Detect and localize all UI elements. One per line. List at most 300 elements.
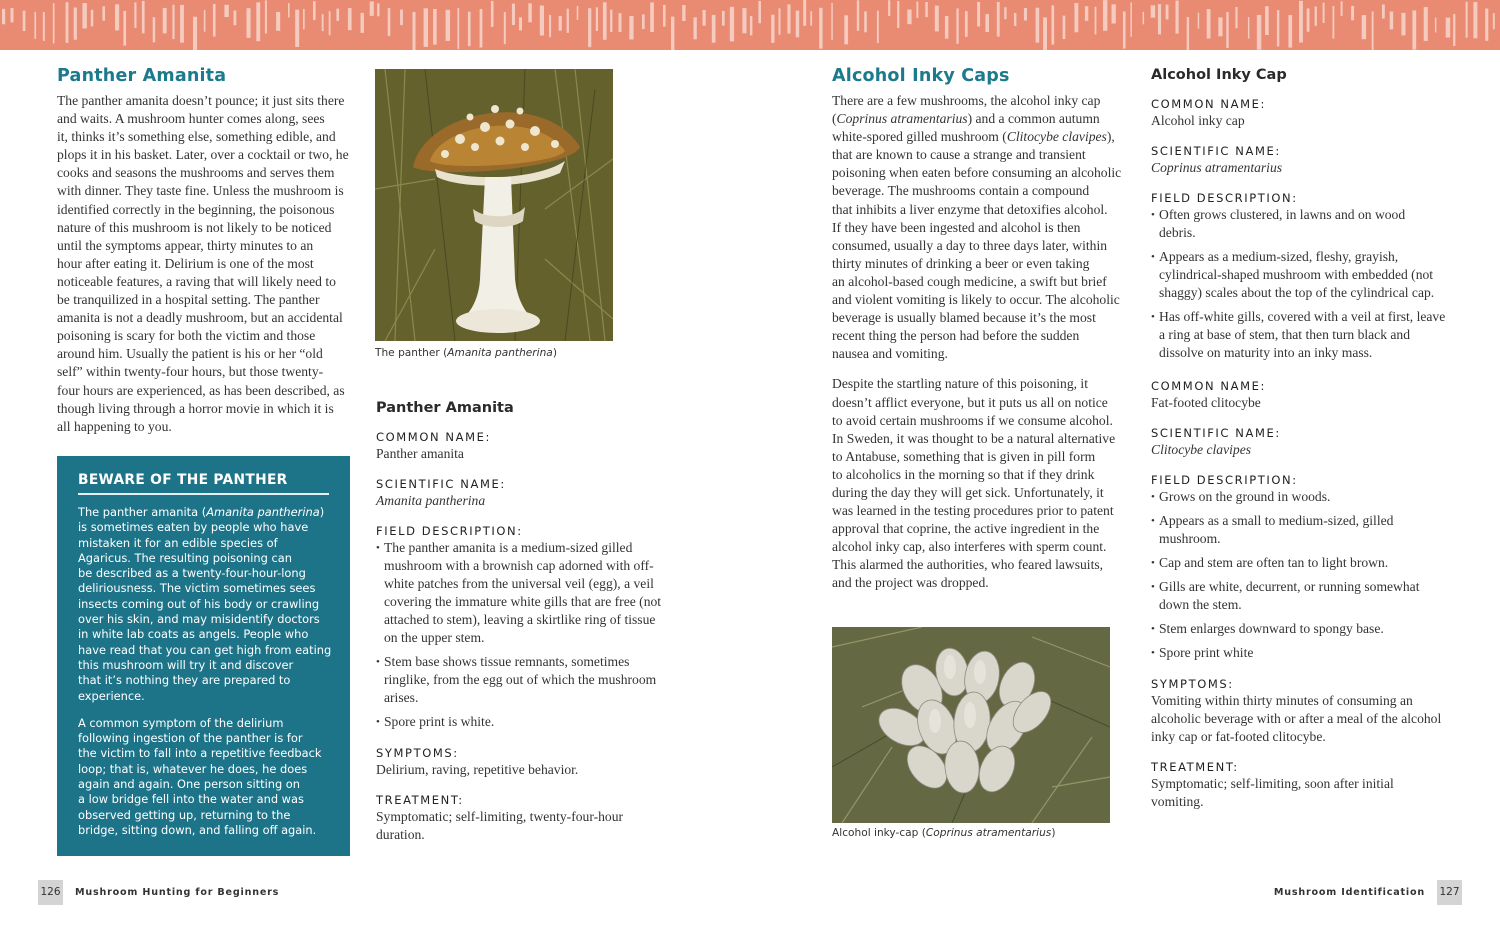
field-description-label: FIELD DESCRIPTION: <box>1151 473 1298 487</box>
treatment-label: TREATMENT: <box>376 793 464 807</box>
banner-streak <box>1435 18 1437 33</box>
banner-streak <box>985 14 989 32</box>
common-name-value: Alcohol inky cap <box>1151 113 1245 128</box>
bullet-item <box>1151 644 1456 662</box>
banner-streak <box>234 11 237 26</box>
common-name-value: Fat-footed clitocybe <box>1151 395 1261 410</box>
text-line: arises. <box>384 690 419 705</box>
text-line: shaggy) scales about the top of the cylindrical cap. <box>1159 285 1435 300</box>
banner-streak <box>336 9 339 21</box>
banner-streak <box>796 11 800 38</box>
text-line: over his skin, and may misidentify doctors <box>78 612 320 627</box>
banner-streak <box>540 6 544 36</box>
common-name-label: COMMON NAME: <box>1151 379 1266 393</box>
banner-streak <box>1235 7 1237 28</box>
banner-streak <box>779 8 781 35</box>
banner-streak <box>1493 13 1495 29</box>
text-line: • Gills are white, decurrent, or running somewhat <box>1159 579 1420 594</box>
photo-caption: Alcohol inky-cap (Coprinus atramentarius) <box>832 827 1056 839</box>
text-line: all happening to you. <box>57 418 172 434</box>
banner-streak <box>329 11 331 35</box>
banner-streak <box>712 15 716 43</box>
alcohol-inky-cap-photo <box>832 627 1110 823</box>
banner-streak <box>91 10 94 27</box>
banner-streak <box>1424 7 1428 41</box>
bullet-item <box>1151 554 1456 572</box>
text-line: recent thing the person had before the sudden <box>832 328 1080 344</box>
banner-streak <box>1103 0 1107 31</box>
common-name-label: COMMON NAME: <box>376 430 491 444</box>
text-line: debris. <box>1159 225 1196 240</box>
banner-streak <box>629 16 633 40</box>
banner-streak <box>1095 7 1097 35</box>
banner-streak <box>771 15 774 43</box>
page-number: 126 <box>38 880 63 905</box>
bullet-item <box>376 539 676 647</box>
text-line: • Often grows clustered, in lawns and on wood <box>1159 207 1406 222</box>
banner-streak <box>34 12 36 39</box>
field-description-label: FIELD DESCRIPTION: <box>376 524 523 538</box>
text-line: identified correctly in the beginning, the poisonous <box>57 201 335 217</box>
banner-streak <box>388 8 391 36</box>
banner-streak <box>66 2 69 43</box>
banner-streak <box>1333 6 1335 39</box>
banner-streak <box>1024 8 1027 21</box>
text-line: A common symptom of the delirium <box>78 715 284 730</box>
decorative-banner <box>0 0 1500 50</box>
banner-streak <box>1218 17 1222 36</box>
treatment-label: TREATMENT: <box>1151 760 1239 774</box>
banner-streak <box>1085 6 1088 21</box>
banner-streak <box>153 17 156 42</box>
banner-streak <box>1485 9 1488 41</box>
running-head: Mushroom Hunting for Beginners <box>75 887 280 898</box>
text-line: • Spore print is white. <box>384 714 495 729</box>
left-article <box>57 66 355 436</box>
photo-caption: The panther (Amanita pantherina) <box>375 347 557 359</box>
banner-streak <box>703 10 706 26</box>
text-line: vomiting. <box>1151 794 1204 809</box>
banner-streak <box>1351 6 1354 20</box>
text-line: The panther amanita doesn’t pounce; it just sits there <box>57 93 345 108</box>
text-line: • Grows on the ground in woods. <box>1159 489 1331 504</box>
text-line: alcoholic beverage with or after a meal of the alcohol <box>1151 711 1442 726</box>
banner-streak <box>1341 1 1343 16</box>
text-line: cylindrical-shaped mushroom with embedded (not <box>1159 267 1434 282</box>
symptoms-value <box>376 761 676 779</box>
text-line: was learned in the testing procedures prior to patent <box>832 503 1114 519</box>
banner-streak <box>276 12 280 31</box>
text-line: be tranquilized in a hospital setting. The panther <box>57 292 320 308</box>
common-name-value: Panther amanita <box>376 446 464 461</box>
banner-streak <box>123 11 126 46</box>
text-line: beverage. The mushrooms contain a compound <box>832 183 1090 199</box>
text-line: deliriousness. The victim sometimes sees <box>78 581 316 596</box>
text-line: • Cap and stem are often tan to light brown. <box>1159 555 1389 570</box>
banner-streak <box>642 14 645 29</box>
banner-streak <box>722 11 725 26</box>
banner-streak <box>1315 7 1317 26</box>
text-line: have read that you can get high from eating <box>78 642 332 657</box>
text-line: • Appears as a small to medium-sized, gilled <box>1159 513 1394 528</box>
text-line: • Stem base shows tissue remnants, sometimes <box>384 654 630 669</box>
banner-streak <box>1143 12 1145 24</box>
scientific-name-value: Clitocybe clavipes <box>1151 442 1252 457</box>
banner-streak <box>519 17 522 30</box>
banner-streak <box>1466 2 1468 38</box>
banner-streak <box>1412 10 1416 49</box>
banner-streak <box>803 0 806 26</box>
banner-streak <box>1004 7 1006 19</box>
banner-streak <box>916 2 918 18</box>
banner-streak <box>458 8 460 49</box>
profile-panther-amanita <box>376 400 676 844</box>
article-title: Panther Amanita <box>57 66 227 86</box>
symptoms-label: SYMPTOMS: <box>376 746 459 760</box>
sidebar-title: BEWARE OF THE PANTHER <box>78 472 329 495</box>
text-line: Agaricus. The resulting poisoning can <box>78 550 292 565</box>
banner-streak <box>730 7 734 42</box>
text-line: to alcoholics in the morning so that if they drink <box>832 466 1095 482</box>
banner-streak <box>1112 4 1116 23</box>
banner-streak <box>810 11 812 26</box>
bullet-item <box>1151 578 1456 614</box>
banner-streak <box>577 6 579 20</box>
text-line: alcohol inky cap, also interferes with sperm count. <box>832 539 1107 555</box>
symptoms-value <box>1151 692 1456 746</box>
text-line: experience. <box>78 688 145 703</box>
text-line: duration. <box>376 827 425 842</box>
text-line: self” within twenty-four hours, but those twenty- <box>57 364 324 380</box>
banner-streak <box>265 0 267 33</box>
text-line: • Has off-white gills, covered with a veil at first, leave <box>1159 309 1446 324</box>
bullet-item <box>1151 206 1456 242</box>
banner-streak <box>370 1 374 16</box>
bullet-item <box>1151 620 1456 638</box>
text-line: covering the immature white gills that are free (not <box>384 594 662 609</box>
text-line: plops it in his basket. Later, over a cocktail or two, he <box>57 147 349 163</box>
banner-streak <box>11 8 14 22</box>
text-line: in white lab coats as angels. People who <box>78 627 309 642</box>
text-line: If they have been ingested and alcohol is then <box>832 219 1081 235</box>
text-line: with dinner. They taste fine. Unless the mushroom is <box>57 183 344 199</box>
banner-streak <box>1166 5 1169 20</box>
banner-streak <box>528 3 532 22</box>
field-description-list <box>1151 206 1456 362</box>
banner-streak <box>997 2 1000 37</box>
text-line: insects coming out of his body or crawling <box>78 596 320 611</box>
text-line: There are a few mushrooms, the alcohol inky cap <box>832 93 1101 108</box>
banner-streak <box>935 6 939 32</box>
scientific-name-label: SCIENTIFIC NAME: <box>1151 144 1281 158</box>
page-number: 127 <box>1437 880 1462 905</box>
text-line: dissolve on maturity into an inky mass. <box>1159 345 1373 360</box>
text-line: consumed, usually a day to three days later, within <box>832 237 1108 253</box>
banner-streak <box>400 10 403 26</box>
banner-streak <box>1043 17 1047 50</box>
text-line: that it’s nothing they are prepared to <box>78 673 291 688</box>
banner-streak <box>322 14 324 31</box>
banner-texture <box>0 0 1500 50</box>
text-line: and violent vomiting is likely to occur. The alcoholic <box>832 292 1120 308</box>
text-line: The panther amanita (Amanita pantherina) <box>78 505 325 519</box>
banner-streak <box>907 10 911 25</box>
banner-streak <box>348 8 352 30</box>
banner-streak <box>247 8 251 38</box>
banner-streak <box>1390 12 1394 30</box>
banner-streak <box>1277 10 1279 46</box>
banner-streak <box>74 8 77 40</box>
banner-streak <box>102 6 105 20</box>
banner-streak <box>1074 3 1078 32</box>
treatment-value <box>376 808 676 844</box>
text-line: approval that coprine, the active ingredient in the <box>832 521 1100 537</box>
sidebar-box <box>57 456 350 856</box>
banner-streak <box>1299 1 1303 43</box>
article-body <box>832 375 1132 592</box>
text-line: nausea and vomiting. <box>832 346 948 362</box>
banner-streak <box>787 4 790 33</box>
banner-streak <box>1323 3 1325 23</box>
banner-streak <box>512 4 515 25</box>
banner-streak <box>424 8 428 47</box>
banner-streak <box>742 8 746 33</box>
text-line: a ring at base of stem, that then turn black and <box>1159 327 1411 342</box>
banner-streak <box>361 13 364 33</box>
banner-streak <box>1176 1 1179 34</box>
banner-streak <box>549 15 551 37</box>
banner-streak <box>2 9 5 24</box>
text-line: four hours are experienced, as has been described, as <box>57 382 345 398</box>
banner-streak <box>567 9 569 33</box>
banner-streak <box>446 10 451 41</box>
text-line: inky cap or fat-footed clitocybe. <box>1151 729 1326 744</box>
text-line: an alcohol-based cough medicine, a swift but brief <box>832 273 1107 289</box>
running-head: Mushroom Identification <box>1273 887 1425 898</box>
banner-streak <box>888 0 890 16</box>
symptoms-label: SYMPTOMS: <box>1151 677 1234 691</box>
banner-streak <box>480 9 483 48</box>
text-line: cooks and seasons the mushrooms and serves them <box>57 165 335 181</box>
banner-streak <box>1257 15 1262 50</box>
right-article <box>832 66 1132 593</box>
banner-streak <box>663 5 666 27</box>
banner-streak <box>504 12 506 44</box>
banner-streak <box>303 9 305 29</box>
banner-streak <box>1288 15 1292 48</box>
banner-streak <box>1265 6 1269 35</box>
banner-streak <box>1123 11 1126 48</box>
text-line: Symptomatic; self-limiting, twenty-four-hour <box>376 809 624 824</box>
profile-title: Alcohol Inky Cap <box>1151 67 1287 83</box>
banner-streak <box>377 3 379 16</box>
text-line: around him. Usually the patient is his or her “old <box>57 346 323 362</box>
banner-streak <box>491 1 494 27</box>
text-line: to avoid certain mushrooms if we consume alcohol. <box>832 412 1113 428</box>
scientific-name-label: SCIENTIFIC NAME: <box>376 477 506 491</box>
banner-streak <box>1372 11 1374 50</box>
banner-streak <box>204 10 206 32</box>
bullet-item <box>376 713 676 731</box>
article-body <box>832 92 1132 363</box>
banner-streak <box>193 17 197 50</box>
banner-streak <box>1036 8 1040 43</box>
banner-streak <box>671 17 674 50</box>
text-line: white patches from the universal veil (egg), a veil <box>384 576 654 591</box>
text-line: is sometimes eaten by people who have <box>78 520 309 535</box>
banner-streak <box>115 4 119 30</box>
banner-streak <box>897 1 899 28</box>
banner-streak <box>877 11 879 43</box>
field-description-list <box>1151 488 1456 662</box>
banner-streak <box>433 9 437 45</box>
text-line: doesn’t afflict everyone, but it puts us all on notice <box>832 394 1108 410</box>
banner-streak <box>1362 15 1366 39</box>
text-line: • Stem enlarges downward to spongy base. <box>1159 621 1384 636</box>
text-line: until the symptoms appear, thirty minutes to an <box>57 237 314 253</box>
text-line: the victim to fall into a repetitive feedback <box>78 746 322 761</box>
banner-streak <box>1014 13 1017 26</box>
banner-streak <box>1158 4 1161 34</box>
banner-streak <box>619 13 622 32</box>
scientific-name-label: SCIENTIFIC NAME: <box>1151 426 1281 440</box>
banner-streak <box>82 3 87 28</box>
banner-streak <box>1151 5 1156 17</box>
banner-streak <box>610 10 612 32</box>
banner-streak <box>819 8 823 49</box>
text-line: Symptomatic; self-limiting, soon after initial <box>1151 776 1394 791</box>
text-line: attached to stem), leaving a skirtlike ring of tissue <box>384 612 656 627</box>
text-line: during the day they will get sick. Unfortunately, it <box>832 484 1104 500</box>
banner-streak <box>180 5 184 43</box>
bullet-item <box>1151 308 1456 362</box>
text-line: and the project was dropped. <box>832 575 989 591</box>
scientific-name-value: Coprinus atramentarius <box>1151 160 1283 175</box>
banner-streak <box>857 0 859 31</box>
banner-streak <box>288 3 290 18</box>
banner-streak <box>1382 5 1385 19</box>
text-line: This alarmed the authorities, who feared lawsuits, <box>832 557 1104 573</box>
banner-streak <box>163 8 167 34</box>
text-line: nature of this mushroom is not likely to be noticed <box>57 219 332 235</box>
banner-streak <box>134 2 136 28</box>
text-line: amanita is not a deadly mushroom, but an accidental <box>57 310 343 326</box>
text-line: following ingestion of the panther is for <box>78 731 303 746</box>
banner-streak <box>142 1 145 33</box>
banner-streak <box>603 2 607 40</box>
text-line: Vomiting within thirty minutes of consuming an <box>1151 693 1413 708</box>
text-line: mushroom with a brownish cap adorned with off- <box>384 558 654 573</box>
panther-amanita-photo <box>375 69 613 341</box>
banner-streak <box>1453 14 1455 46</box>
banner-streak <box>43 12 45 41</box>
banner-streak <box>1226 12 1228 48</box>
text-line: down the stem. <box>1159 597 1242 612</box>
text-line: be described as a twenty-four-hour-long <box>78 566 306 581</box>
text-line: • Appears as a medium-sized, fleshy, grayish, <box>1159 249 1399 264</box>
text-line: thirty minutes of drinking a beer or even taking <box>832 255 1090 271</box>
text-line: Delirium, raving, repetitive behavior. <box>376 762 579 777</box>
text-line: a low bridge fell into the water and was <box>78 792 304 807</box>
banner-streak <box>1187 17 1189 50</box>
banner-streak <box>844 15 848 44</box>
banner-streak <box>596 7 598 31</box>
text-line: again and again. One person sitting on <box>78 777 300 792</box>
banner-streak <box>1401 13 1405 36</box>
text-line: Despite the startling nature of this poisoning, it <box>832 376 1088 392</box>
text-line: on the upper stem. <box>384 630 485 645</box>
article-title: Alcohol Inky Caps <box>832 66 1010 86</box>
text-line: mushroom. <box>1159 531 1221 546</box>
bullet-item <box>1151 488 1456 506</box>
banner-streak <box>588 8 591 47</box>
text-line: In Sweden, it was thought to be a natural alternative <box>832 430 1116 446</box>
banner-streak <box>559 16 562 31</box>
treatment-value <box>1151 775 1456 811</box>
text-line: hour after eating it. Delirium is one of the most <box>57 255 314 271</box>
banner-streak <box>23 11 26 32</box>
text-line: observed getting up, returning to the <box>78 807 291 822</box>
banner-streak <box>213 4 216 37</box>
text-line: poisoning is scary for both the victim and those <box>57 328 316 344</box>
banner-streak <box>965 11 968 37</box>
sidebar-paragraph <box>78 716 329 838</box>
bullet-item <box>1151 248 1456 302</box>
banner-streak <box>682 5 685 21</box>
banner-streak <box>1248 17 1250 38</box>
text-line: that inhibits a liver enzyme that detoxifies alcohol. <box>832 201 1108 217</box>
banner-streak <box>1446 18 1451 38</box>
common-name-label: COMMON NAME: <box>1151 97 1266 111</box>
text-line: mistaken it for an edible species of <box>78 535 278 550</box>
text-line: • The panther amanita is a medium-sized gilled <box>384 540 633 555</box>
banner-streak <box>224 5 228 17</box>
profile-title: Panther Amanita <box>376 400 514 416</box>
text-line: this mushroom will try it and discover <box>78 657 294 672</box>
bullet-item <box>1151 512 1456 548</box>
text-line: bridge, sitting down, and falling off again. <box>78 822 317 837</box>
banner-streak <box>1307 8 1310 31</box>
banner-streak <box>295 10 299 47</box>
text-line: (Coprinus atramentarius) and a common autumn <box>832 111 1100 127</box>
banner-streak <box>1130 2 1132 36</box>
banner-streak <box>750 16 753 35</box>
banner-streak <box>1198 13 1200 29</box>
scientific-name-value: Amanita pantherina <box>376 493 486 508</box>
text-line: • Spore print white <box>1159 645 1254 660</box>
text-line: noticeable features, a raving that will likely need to <box>57 273 336 289</box>
banner-streak <box>256 2 260 41</box>
sidebar-paragraph <box>78 505 332 704</box>
field-description-list <box>376 539 676 731</box>
banner-streak <box>1473 2 1477 38</box>
text-line: it, thinks it’s something else, something edible, and <box>57 129 336 145</box>
banner-streak <box>1063 16 1066 39</box>
banner-streak <box>864 11 867 32</box>
banner-streak <box>413 12 416 50</box>
text-line: beverage is usually blamed because it’s the most <box>832 310 1096 326</box>
field-description-label: FIELD DESCRIPTION: <box>1151 191 1298 205</box>
banner-streak <box>1052 5 1055 44</box>
banner-streak <box>313 1 316 20</box>
text-line: that are known to cause a strange and transient <box>832 147 1086 163</box>
banner-streak <box>468 12 471 47</box>
banner-streak <box>694 17 697 39</box>
banner-streak <box>53 3 55 43</box>
text-line: loop; that is, whatever he does, he does <box>78 761 308 776</box>
text-line: to Antabuse, something that is given in pill form <box>832 448 1096 464</box>
text-line: ringlike, from the egg out of which the mushroom <box>384 672 657 687</box>
